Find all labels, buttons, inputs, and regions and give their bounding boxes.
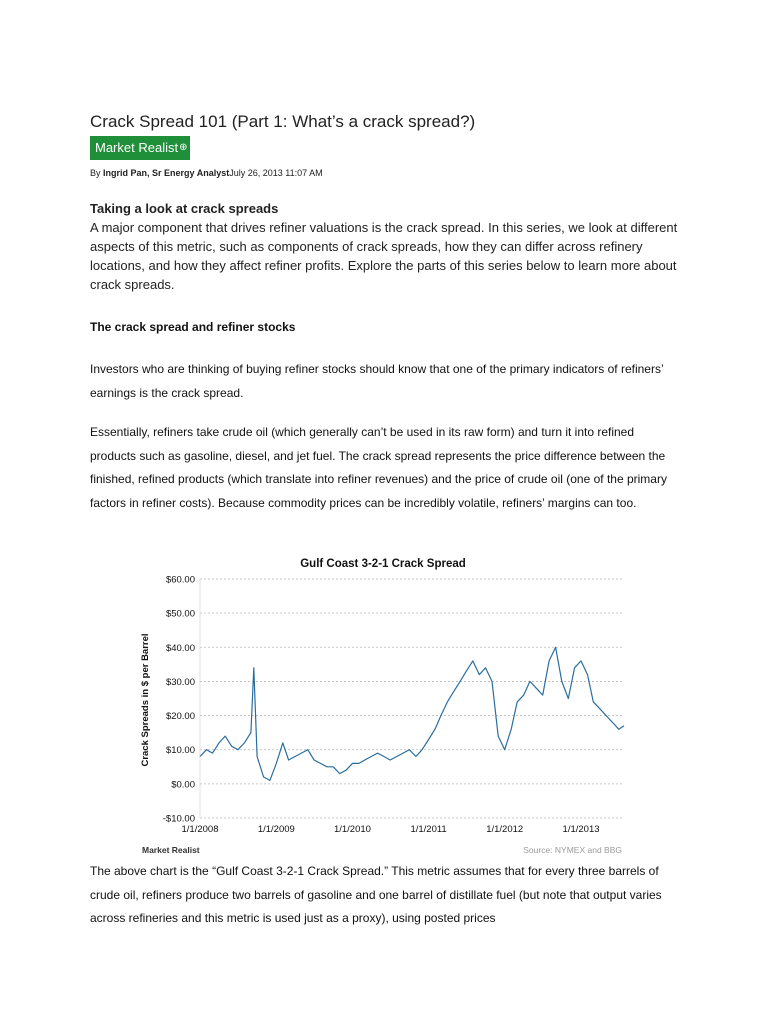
x-tick-label: 1/1/2012 bbox=[486, 824, 524, 835]
y-tick-label: $50.00 bbox=[165, 608, 195, 620]
byline-prefix: By bbox=[90, 168, 104, 178]
intro-paragraph: A major component that drives refiner valuations is the crack spread. In this series, we look at different aspects of this metric, such as components of crack spreads, how they can differ across refinery locations, and how they affect refiner profits. Explore the parts of this series below to learn more about crack spreads. bbox=[90, 220, 678, 292]
section-heading: Taking a look at crack spreads bbox=[90, 201, 279, 216]
y-tick-label: $40.00 bbox=[165, 642, 195, 654]
body-paragraph-1: Investors who are thinking of buying refiner stocks should know that one of the primary indicators of refiners’ earnings is the crack spread. bbox=[90, 362, 664, 400]
y-tick-label: $0.00 bbox=[171, 779, 195, 791]
logo-text: Market Realist bbox=[95, 140, 179, 155]
page-title: Crack Spread 101 (Part 1: What’s a crack spread?) bbox=[90, 112, 476, 131]
y-tick-label: $60.00 bbox=[165, 574, 195, 586]
y-ticks bbox=[163, 575, 195, 825]
magnifier-icon: ⊕ bbox=[179, 142, 188, 153]
x-tick-label: 1/1/2011 bbox=[410, 824, 447, 835]
y-tick-label: $10.00 bbox=[165, 745, 195, 757]
y-tick-label: -$10.00 bbox=[162, 813, 195, 825]
x-tick-label: 1/1/2009 bbox=[257, 824, 295, 835]
y-tick-label: $30.00 bbox=[165, 676, 195, 688]
subheading: The crack spread and refiner stocks bbox=[90, 320, 296, 334]
chart-source: Source: NYMEX and BBG bbox=[523, 845, 622, 855]
body-paragraph-3: The above chart is the “Gulf Coast 3-2-1 Crack Spread.” This metric assumes that for every three barrels of crude oil, refiners produce two barrels of gasoline and one barrel of distillate fuel (but note that output varies across refineries and this metric is used just as a proxy), using posted prices bbox=[90, 864, 662, 925]
x-tick-label: 1/1/2010 bbox=[333, 824, 371, 835]
x-tick-label: 1/1/2013 bbox=[562, 824, 600, 835]
byline-author: Ingrid Pan, Sr Energy Analyst bbox=[103, 168, 230, 178]
x-ticks bbox=[182, 824, 600, 835]
market-realist-logo[interactable] bbox=[90, 136, 190, 160]
chart-svg bbox=[130, 548, 640, 860]
series-line-group bbox=[200, 647, 624, 780]
body-paragraph-2: Essentially, refiners take crude oil (which generally can’t be used in its raw form) and turn it into refined products such as gasoline, diesel, and jet fuel. The crack spread represents the price difference between the finished, refined products (which translate into refiner revenues) and the price of crude oil (one of the primary factors in refiner costs). Because commodity prices can be incredibly volatile, refiners’ margins can too. bbox=[90, 425, 667, 510]
chart-watermark: Market Realist bbox=[142, 845, 200, 855]
byline-date: July 26, 2013 11:07 AM bbox=[229, 168, 323, 178]
x-tick-label: 1/1/2008 bbox=[181, 824, 219, 835]
y-tick-label: $20.00 bbox=[165, 711, 195, 723]
byline bbox=[90, 168, 323, 178]
crack-spread-chart bbox=[130, 548, 640, 860]
y-axis-label: Crack Spreads in $ per Barrel bbox=[140, 633, 151, 767]
series-line bbox=[200, 647, 624, 780]
chart-title: Gulf Coast 3-2-1 Crack Spread bbox=[300, 558, 466, 570]
grid-lines bbox=[200, 579, 624, 818]
